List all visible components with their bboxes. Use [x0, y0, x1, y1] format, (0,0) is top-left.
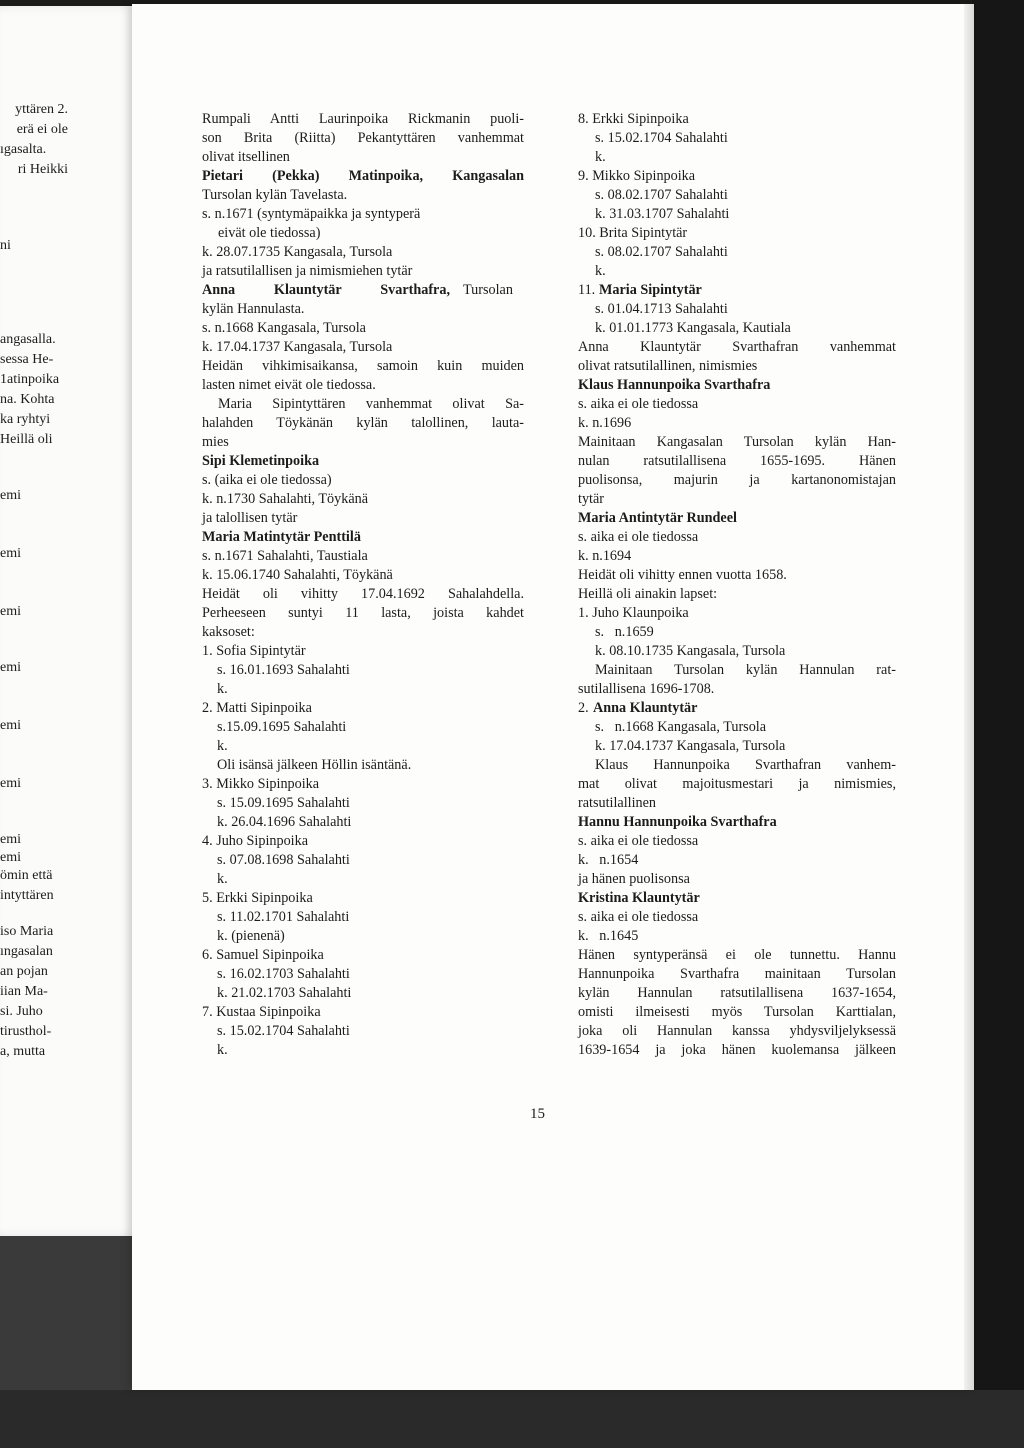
- list-item: 7. Kustaa Sipinpoika: [202, 1004, 321, 1020]
- text-line: k. n.1694: [578, 548, 632, 564]
- text-line: Rumpali Antti Laurinpoika Rickmanin puoli-: [202, 111, 524, 127]
- text-line: k. n.1645: [578, 928, 639, 944]
- text-line: s. 08.02.1707 Sahalahti: [595, 244, 728, 260]
- text-line: Hänen syntyperänsä ei ole tunnettu. Hannu: [578, 947, 896, 963]
- text-line: son Brita (Riitta) Pekantyttären vanhemmat: [202, 130, 524, 146]
- left-page-fragment: 1atinpoika: [0, 372, 60, 387]
- text-line: s. aika ei ole tiedossa: [578, 909, 699, 925]
- scanner-background-right: [972, 0, 1024, 1448]
- left-page-fragment: sessa He-: [0, 352, 54, 367]
- text-line: Heidän vihkimisaikansa, samoin kuin muiden: [202, 358, 524, 374]
- page-number: 15: [530, 1106, 545, 1122]
- text-line: eivät ole tiedossa): [218, 225, 321, 241]
- text-line: k.: [217, 871, 228, 887]
- text-line: joka oli Hannulan kanssa yhdysviljelyksessä: [578, 1023, 896, 1039]
- left-page-fragment: ri Heikki: [17, 162, 68, 177]
- text-line: ja talollisen tytär: [202, 510, 298, 526]
- text-line: s. n.1671 Sahalahti, Taustiala: [202, 548, 368, 564]
- text-line: s. n.1668 Kangasala, Tursola: [595, 719, 767, 735]
- left-page-fragment: a, mutta: [0, 1044, 46, 1059]
- left-page-fragment: yttären 2.: [15, 102, 68, 117]
- text-line: k. 17.04.1737 Kangasala, Tursola: [595, 738, 786, 754]
- list-item: 1. Sofia Sipintytär: [202, 643, 306, 659]
- left-page-fragment: intyttären: [0, 888, 54, 903]
- text-line: k. n.1654: [578, 852, 639, 868]
- text-line: ratsutilallinen: [578, 795, 657, 811]
- list-item: 10. Brita Sipintytär: [578, 225, 688, 241]
- text-line: s.15.09.1695 Sahalahti: [217, 719, 347, 735]
- text-line: Klaus Hannunpoika Svarthafran vanhem-: [595, 757, 896, 773]
- text-line: s. 16.02.1703 Sahalahti: [217, 966, 350, 982]
- left-page-fragment: ni: [0, 238, 11, 253]
- text-line: 1639-1654 ja joka hänen kuolemansa jälkeen: [578, 1042, 896, 1058]
- text-line: nulan ratsutilallisena 1655-1695. Hänen: [578, 453, 896, 469]
- left-page-fragment: iso Maria: [0, 924, 54, 939]
- text-line: kylän Hannulan ratsutilallisena 1637-1654,: [578, 985, 896, 1001]
- text-line: Heillä oli ainakin lapset:: [578, 586, 718, 602]
- text-line: k. 28.07.1735 Kangasala, Tursola: [202, 244, 393, 260]
- person-name: Klaus Hannunpoika Svarthafra: [578, 377, 771, 393]
- text-line: s. (aika ei ole tiedossa): [202, 472, 332, 488]
- left-page-fragment: an pojan: [0, 964, 48, 979]
- list-item: 8. Erkki Sipinpoika: [578, 111, 689, 127]
- text-line: ja hänen puolisonsa: [578, 871, 690, 887]
- list-item: 1. Juho Klaunpoika: [578, 605, 689, 621]
- text-line: k. (pienenä): [217, 928, 285, 944]
- left-page-fragment: emi: [0, 604, 21, 619]
- text-line: s. 01.04.1713 Sahalahti: [595, 301, 728, 317]
- left-page-fragment: ıngasalan: [0, 944, 53, 959]
- left-page-fragment: na. Kohta: [0, 392, 55, 407]
- left-page-fragment: emi: [0, 718, 21, 733]
- text-line: Perheeseen suntyi 11 lasta, joista kahdet: [202, 605, 524, 621]
- text-line: k. 17.04.1737 Kangasala, Tursola: [202, 339, 393, 355]
- list-item: 5. Erkki Sipinpoika: [202, 890, 313, 906]
- text-line: halahden Töykänän kylän talollinen, lauta-: [202, 415, 524, 431]
- list-number: 2.: [578, 700, 593, 716]
- person-name: Anna Klauntytär Svarthafra,: [202, 282, 450, 298]
- text-line: s. 07.08.1698 Sahalahti: [217, 852, 350, 868]
- text-line: s. aika ei ole tiedossa: [578, 529, 699, 545]
- text-line: s. 15.09.1695 Sahalahti: [217, 795, 350, 811]
- text-line: olivat ratsutilallinen, nimismies: [578, 358, 758, 374]
- left-page-fragment: emi: [0, 850, 21, 865]
- text-line: s. n.1668 Kangasala, Tursola: [202, 320, 366, 336]
- person-name: Maria Sipintytär: [599, 282, 702, 298]
- text-line: s. 16.01.1693 Sahalahti: [217, 662, 350, 678]
- text-line: k. n.1730 Sahalahti, Töykänä: [202, 491, 369, 507]
- text-line: s. aika ei ole tiedossa: [578, 833, 699, 849]
- text-line: puolisonsa, majurin ja kartanonomistajan: [578, 472, 896, 488]
- text-line: k. 31.03.1707 Sahalahti: [595, 206, 730, 222]
- text-line: Hannunpoika Svarthafra mainitaan Tursolan: [578, 966, 896, 982]
- text-line: k.: [595, 149, 606, 165]
- person-name: Hannu Hannunpoika Svarthafra: [578, 814, 777, 830]
- text-line: tytär: [578, 491, 604, 507]
- left-page-fragment: Heillä oli: [0, 432, 53, 447]
- person-name: Sipi Klemetinpoika: [202, 453, 320, 469]
- list-item: 6. Samuel Sipinpoika: [202, 947, 324, 963]
- text-line: lasten nimet eivät ole tiedossa.: [202, 377, 376, 393]
- left-page-fragment: angasalla.: [0, 332, 56, 347]
- person-name: Kristina Klauntytär: [578, 890, 700, 906]
- text-line: sutilallisena 1696-1708.: [578, 681, 715, 697]
- text-line: s. 11.02.1701 Sahalahti: [217, 909, 350, 925]
- text-line: Tursolan: [463, 282, 513, 298]
- text-line: Anna Klauntytär Svarthafran vanhemmat: [578, 339, 896, 355]
- text-line: s. n.1671 (syntymäpaikka ja syntyperä: [202, 206, 421, 222]
- text-line: Mainitaan Kangasalan Tursolan kylän Han-: [578, 434, 896, 450]
- list-item: 4. Juho Sipinpoika: [202, 833, 309, 849]
- text-line: Oli isänsä jälkeen Höllin isäntänä.: [217, 757, 412, 773]
- text-line: mat olivat majoitusmestari ja nimismies,: [578, 776, 896, 792]
- text-line: Heidät oli vihitty 17.04.1692 Sahalahdella.: [202, 586, 524, 602]
- left-page-fragment: emi: [0, 776, 21, 791]
- text-line: mies: [202, 434, 229, 450]
- left-page-fragment: erä ei ole: [16, 122, 68, 137]
- left-page-fragment: emi: [0, 660, 21, 675]
- left-page-fragment: emi: [0, 546, 21, 561]
- text-line: k. 08.10.1735 Kangasala, Tursola: [595, 643, 786, 659]
- left-page-fragment: emi: [0, 832, 21, 847]
- list-item: 9. Mikko Sipinpoika: [578, 168, 696, 184]
- text-line: olivat itsellinen: [202, 149, 290, 165]
- left-page-fragment: tirusthol-: [0, 1024, 52, 1039]
- left-page-fragment: emi: [0, 488, 21, 503]
- text-line: k. 26.04.1696 Sahalahti: [217, 814, 352, 830]
- person-name: Pietari (Pekka) Matinpoika, Kangasalan: [202, 168, 524, 184]
- page-edge-shadow: [964, 4, 974, 1390]
- text-line: s. n.1659: [595, 624, 654, 640]
- text-line: Heidät oli vihitty ennen vuotta 1658.: [578, 567, 787, 583]
- text-line: k.: [595, 263, 606, 279]
- left-page-fragment: iian Ma-: [0, 984, 48, 999]
- text-line: omisti ilmeisesti myös Tursolan Karttialan,: [578, 1004, 896, 1020]
- text-line: k. 15.06.1740 Sahalahti, Töykänä: [202, 567, 393, 583]
- list-item: 2. Matti Sipinpoika: [202, 700, 312, 716]
- text-line: Mainitaan Tursolan kylän Hannulan rat-: [595, 662, 896, 678]
- left-page-fragment: ömin että: [0, 868, 53, 883]
- text-line: Maria Sipintyttären vanhemmat olivat Sa-: [218, 396, 524, 412]
- text-line: s. aika ei ole tiedossa: [578, 396, 699, 412]
- text-line: s. 15.02.1704 Sahalahti: [217, 1023, 350, 1039]
- text-line: ja ratsutilallisen ja nimismiehen tytär: [202, 263, 413, 279]
- text-line: kaksoset:: [202, 624, 255, 640]
- left-page-fragment: ka ryhtyi: [0, 412, 51, 427]
- text-line: k. 21.02.1703 Sahalahti: [217, 985, 352, 1001]
- text-line: k. n.1696: [578, 415, 632, 431]
- left-page-edge: [0, 6, 140, 1236]
- text-line: kylän Hannulasta.: [202, 301, 305, 317]
- text-line: Tursolan kylän Tavelasta.: [202, 187, 348, 203]
- scanner-background-bottom: [0, 1390, 1024, 1448]
- list-item: 3. Mikko Sipinpoika: [202, 776, 320, 792]
- person-name: Maria Matintytär Penttilä: [202, 529, 361, 545]
- text-line: k.: [217, 1042, 228, 1058]
- text-line: s. 15.02.1704 Sahalahti: [595, 130, 728, 146]
- person-name: Maria Antintytär Rundeel: [578, 510, 737, 526]
- person-name: Anna Klauntytär: [593, 700, 698, 716]
- left-page-fragment: ıgasalta.: [0, 142, 47, 157]
- text-line: k.: [217, 681, 228, 697]
- left-page-fragment: si. Juho: [0, 1004, 43, 1019]
- text-line: k. 01.01.1773 Kangasala, Kautiala: [595, 320, 791, 336]
- list-number: 11.: [578, 282, 599, 298]
- text-line: s. 08.02.1707 Sahalahti: [595, 187, 728, 203]
- text-line: k.: [217, 738, 228, 754]
